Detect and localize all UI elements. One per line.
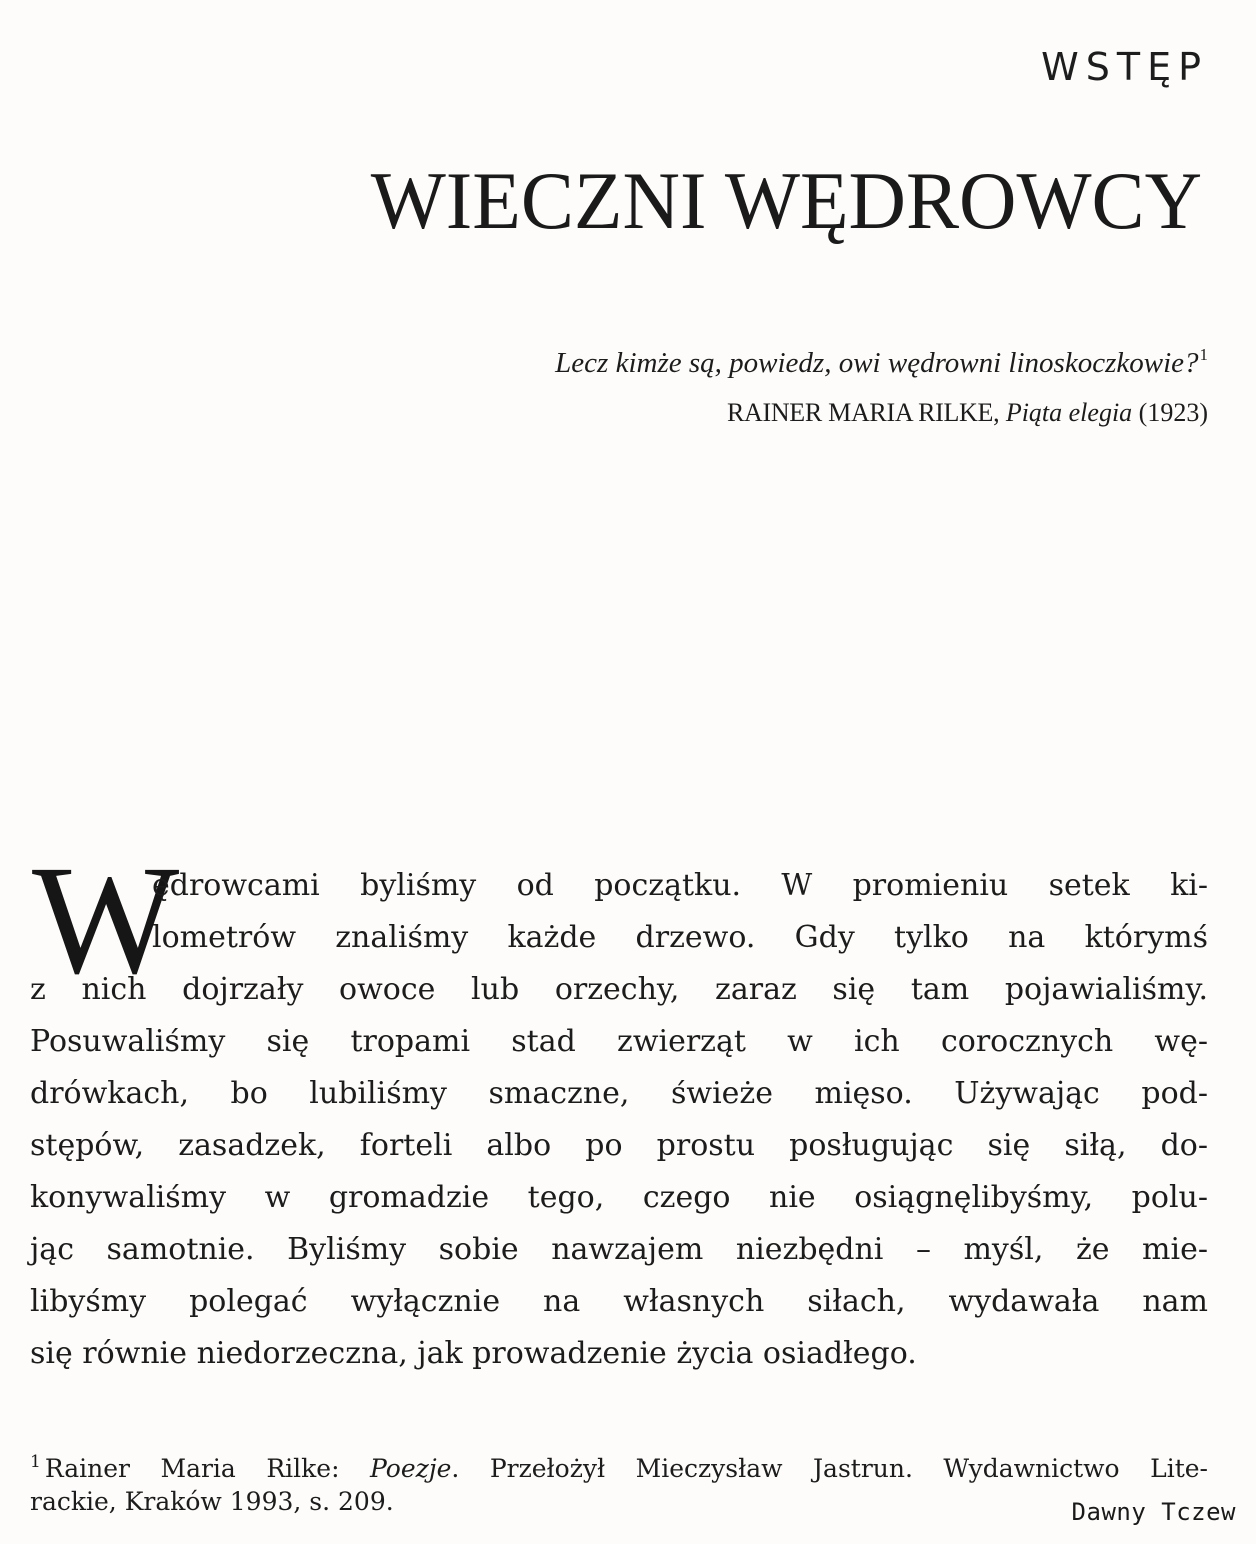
footnote-author: Rainer Maria Rilke: bbox=[44, 1454, 340, 1483]
footnote-title: Poezje bbox=[370, 1454, 452, 1483]
footnote-marker: 1 bbox=[30, 1452, 41, 1472]
drop-cap: W bbox=[32, 833, 176, 1006]
body-line: ędrowcami byliśmy od początku. W promieniu setek ki- bbox=[152, 868, 1208, 903]
epigraph-year: (1923) bbox=[1138, 397, 1208, 427]
epigraph-footnote-ref: 1 bbox=[1199, 345, 1208, 364]
body-line: się równie niedorzeczna, jak prowadzenie życia osiadłego. bbox=[30, 1336, 917, 1371]
watermark: Dawny Tczew bbox=[1071, 1498, 1236, 1526]
body-line: konywaliśmy w gromadzie tego, czego nie osiągnęlibyśmy, polu- bbox=[30, 1180, 1208, 1215]
epigraph-work: Piąta elegia bbox=[1005, 397, 1133, 427]
footnote-line1-rest: . Przełożył Mieczysław Jastrun. Wydawnictwo Lite- bbox=[451, 1454, 1208, 1483]
body-line: libyśmy polegać wyłącznie na własnych siłach, wydawała nam bbox=[30, 1284, 1208, 1319]
epigraph-attribution bbox=[555, 397, 1208, 428]
footnote-line bbox=[30, 1442, 1208, 1482]
epigraph-author: RAINER MARIA RILKE, bbox=[726, 397, 1000, 427]
footnote-line: rackie, Kraków 1993, s. 209. bbox=[30, 1487, 394, 1516]
body-line: drówkach, bo lubiliśmy smaczne, świeże mięso. Używając pod- bbox=[30, 1076, 1208, 1111]
epigraph bbox=[555, 345, 1208, 428]
epigraph-quote bbox=[555, 345, 1208, 381]
chapter-title: WIECZNI WĘDROWCY bbox=[370, 155, 1202, 246]
body-line: jąc samotnie. Byliśmy sobie nawzajem niezbędni – myśl, że mie- bbox=[30, 1232, 1208, 1267]
body-paragraph bbox=[30, 860, 1208, 1380]
body-line: stępów, zasadzek, forteli albo po prostu posługując się siłą, do- bbox=[30, 1128, 1208, 1163]
body-line: Posuwaliśmy się tropami stad zwierząt w ich corocznych wę- bbox=[30, 1024, 1208, 1059]
section-label: WSTĘP bbox=[1041, 45, 1208, 89]
epigraph-quote-text: Lecz kimże są, powiedz, owi wędrowni linoskoczkowie? bbox=[555, 347, 1199, 379]
body-line: z nich dojrzały owoce lub orzechy, zaraz się tam pojawialiśmy. bbox=[30, 972, 1208, 1007]
body-line: lometrów znaliśmy każde drzewo. Gdy tylko na którymś bbox=[152, 920, 1208, 955]
footnote bbox=[30, 1442, 1208, 1522]
